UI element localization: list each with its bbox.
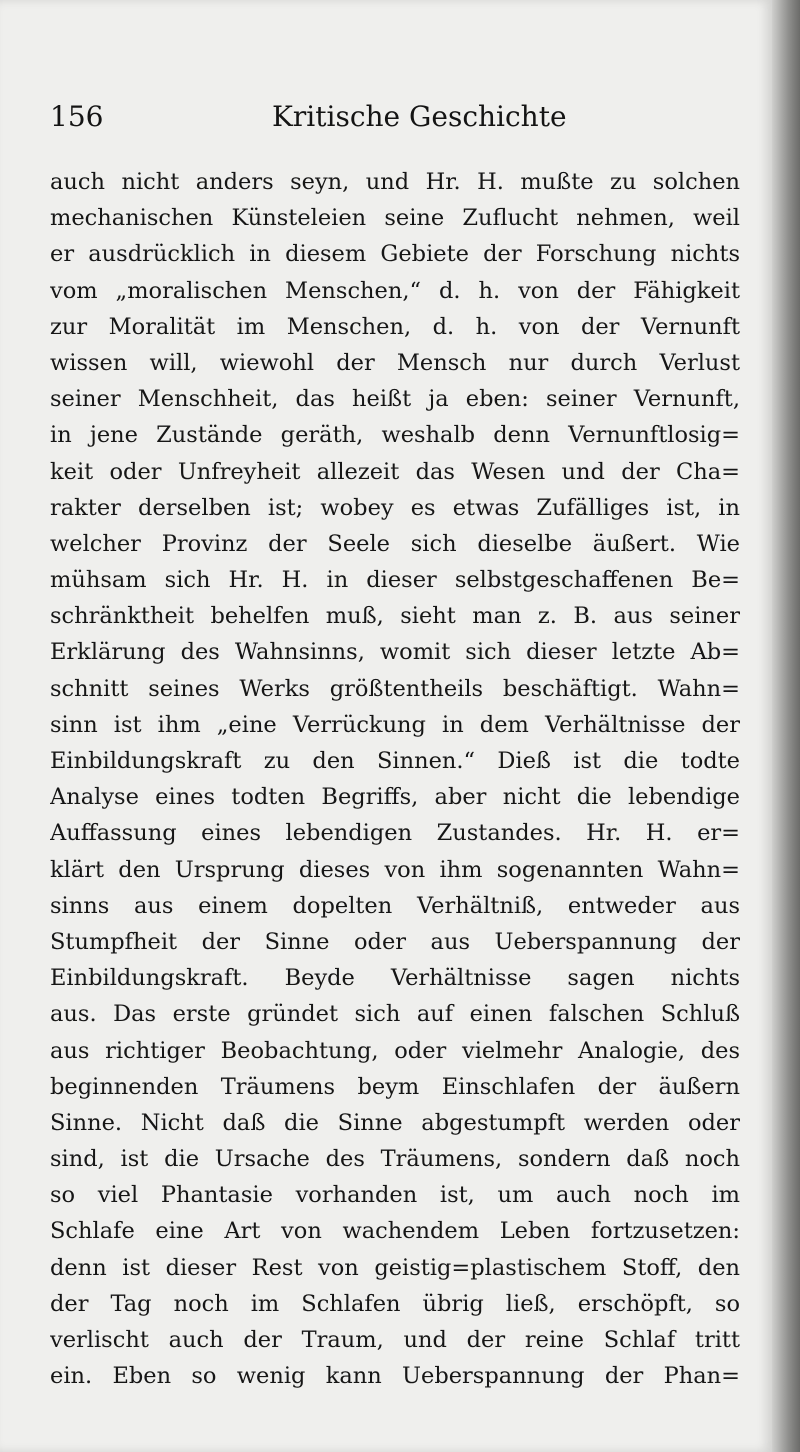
- book-gutter-shadow: [772, 0, 800, 1452]
- text-line: auch nicht anders seyn, und Hr. H. mußte zu solchen: [50, 169, 740, 195]
- text-line: schnitt seines Werks größtentheils beschäftigt. Wahn=: [50, 675, 740, 702]
- text-line: Auffassung eines lebendigen Zustandes. Hr. H. er=: [50, 820, 740, 847]
- body-text: [50, 164, 740, 1394]
- text-line: Erklärung des Wahnsinns, womit sich dieser letzte Ab=: [50, 639, 740, 666]
- text-line: keit oder Unfreyheit allezeit das Wesen und der Cha=: [50, 458, 740, 485]
- text-line: Sinne. Nicht daß die Sinne abgestumpft werden oder: [50, 1109, 740, 1136]
- text-line: sind, ist die Ursache des Träumens, sondern daß noch: [50, 1146, 740, 1173]
- text-line: schränktheit behelfen muß, sieht man z. B. aus seiner: [50, 603, 740, 630]
- text-line: sinn ist ihm „eine Verrückung in dem Verhältnisse der: [50, 711, 740, 738]
- text-line: mechanischen Künsteleien seine Zuflucht nehmen, weil: [50, 205, 740, 232]
- text-line: Einbildungskraft zu den Sinnen.“ Dieß ist die todte: [50, 748, 740, 774]
- text-line: klärt den Ursprung dieses von ihm sogenannten Wahn=: [50, 856, 740, 883]
- text-line: wissen will, wiewohl der Mensch nur durch Verlust: [50, 349, 740, 376]
- text-line: in jene Zustände geräth, weshalb denn Vernunftlosig=: [50, 422, 740, 449]
- text-line: sinns aus einem dopelten Verhältniß, entweder aus: [50, 892, 740, 919]
- text-line: seiner Menschheit, das heißt ja eben: seiner Vernunft,: [50, 386, 740, 413]
- text-line: aus. Das erste gründet sich auf einen falschen Schluß: [50, 1001, 740, 1028]
- text-line: der Tag noch im Schlafen übrig ließ, erschöpft, so: [50, 1290, 740, 1317]
- text-line: verlischt auch der Traum, und der reine Schlaf tritt: [50, 1327, 740, 1353]
- text-line: zur Moralität im Menschen, d. h. von der Vernunft: [50, 313, 740, 340]
- text-line: aus richtiger Beobachtung, oder vielmehr Analogie, des: [50, 1037, 740, 1064]
- page-header: [50, 100, 740, 140]
- text-line: Analyse eines todten Begriffs, aber nicht die lebendige: [50, 784, 740, 811]
- text-line: Schlafe eine Art von wachendem Leben fortzusetzen:: [50, 1218, 740, 1245]
- page-number: 156: [50, 100, 104, 133]
- running-title: Kritische Geschichte: [272, 100, 567, 133]
- text-line: mühsam sich Hr. H. in dieser selbstgeschaffenen Be=: [50, 567, 740, 594]
- text-line: beginnenden Träumens beym Einschlafen der äußern: [50, 1073, 740, 1100]
- text-line: denn ist dieser Rest von geistig=plastischem Stoff, den: [50, 1254, 740, 1281]
- text-line: Stumpfheit der Sinne oder aus Ueberspannung der: [50, 928, 740, 955]
- text-line: Einbildungskraft. Beyde Verhältnisse sagen nichts: [50, 965, 740, 992]
- text-line: vom „moralischen Menschen,“ d. h. von der Fähigkeit: [50, 277, 740, 304]
- text-line: er ausdrücklich in diesem Gebiete der Forschung nichts: [50, 241, 740, 268]
- text-line: welcher Provinz der Seele sich dieselbe äußert. Wie: [50, 530, 740, 557]
- text-line: ein. Eben so wenig kann Ueberspannung der Phan=: [50, 1363, 740, 1390]
- text-line: rakter derselben ist; wobey es etwas Zufälliges ist, in: [50, 494, 740, 521]
- text-line: so viel Phantasie vorhanden ist, um auch noch im: [50, 1182, 740, 1209]
